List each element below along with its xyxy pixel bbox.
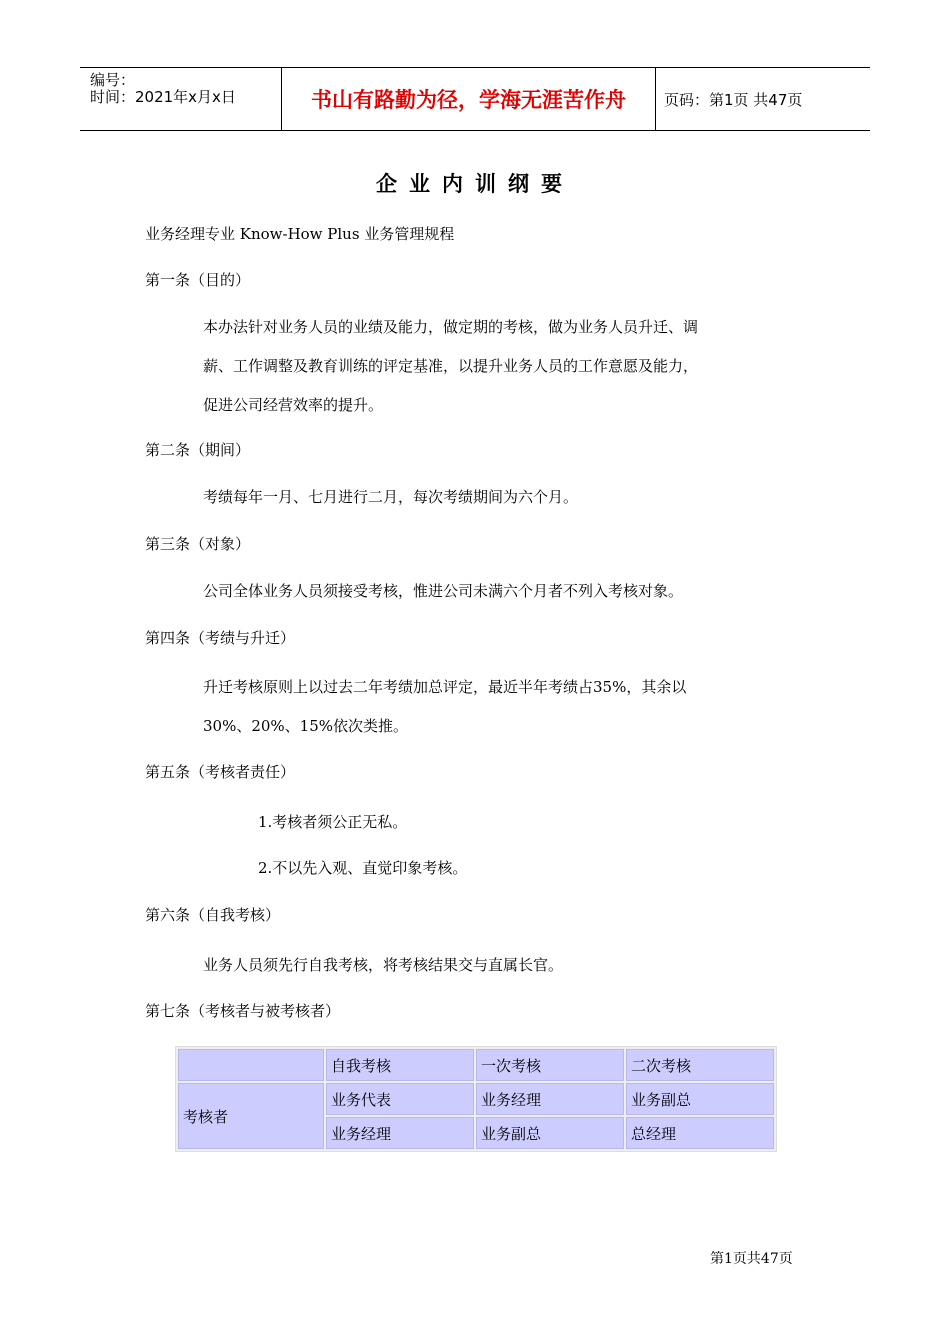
document-title: 企业内训纲要: [376, 172, 574, 196]
article-5-line-2: 2.不以先入观、直觉印象考核。: [258, 859, 468, 877]
table-cell: 总经理: [626, 1117, 774, 1149]
table-header-cell: 一次考核: [476, 1049, 624, 1081]
header-motto: 书山有路勤为径，学海无涯苦作舟: [281, 68, 656, 130]
article-5-heading: 第五条（考核者责任）: [145, 763, 296, 781]
article-6-heading: 第六条（自我考核）: [145, 906, 281, 924]
article-6-line-1: 业务人员须先行自我考核，将考核结果交与直属长官。: [203, 956, 564, 974]
table-row-label: 考核者: [178, 1083, 324, 1149]
table-header-row: [178, 1049, 774, 1081]
article-3-heading: 第三条（对象）: [145, 535, 251, 553]
table-header-cell: [178, 1049, 324, 1081]
article-1-line-3: 促进公司经营效率的提升。: [203, 396, 384, 414]
table-header-cell: 自我考核: [326, 1049, 474, 1081]
time-label: 时间：2021年x月x日: [90, 88, 236, 106]
article-7-heading: 第七条（考核者与被考核者）: [145, 1002, 341, 1020]
article-4-line-2: 30%、20%、15%依次类推。: [203, 717, 409, 735]
header-meta: [80, 68, 280, 130]
article-1-line-1: 本办法针对业务人员的业绩及能力，做定期的考核，做为业务人员升迁、调: [203, 318, 699, 336]
article-4-heading: 第四条（考绩与升迁）: [145, 629, 296, 647]
article-1-heading: 第一条（目的）: [145, 271, 251, 289]
header-page-info: 页码：第1页 共47页: [664, 90, 803, 109]
table-header-cell: 二次考核: [626, 1049, 774, 1081]
article-4-line-1: 升迁考核原则上以过去二年考绩加总评定，最近半年考绩占35%，其余以: [203, 678, 687, 696]
table-cell: 业务代表: [326, 1083, 474, 1115]
article-2-line-1: 考绩每年一月、七月进行二月，每次考绩期间为六个月。: [203, 488, 579, 506]
page-footer: 第1页共47页: [710, 1251, 793, 1267]
table-cell: 业务副总: [476, 1117, 624, 1149]
article-5-line-1: 1.考核者须公正无私。: [258, 813, 408, 831]
page-header: [80, 67, 870, 131]
assessor-table: [175, 1046, 777, 1152]
table-cell: 业务经理: [476, 1083, 624, 1115]
article-1-line-2: 薪、工作调整及教育训练的评定基准，以提升业务人员的工作意愿及能力，: [203, 357, 699, 375]
article-2-heading: 第二条（期间）: [145, 441, 251, 459]
table-cell: 业务副总: [626, 1083, 774, 1115]
table-row: [178, 1083, 774, 1115]
table-cell: 业务经理: [326, 1117, 474, 1149]
article-3-line-1: 公司全体业务人员须接受考核，惟进公司未满六个月者不列入考核对象。: [203, 582, 684, 600]
document-subtitle: 业务经理专业 Know-How Plus 业务管理规程: [145, 225, 455, 243]
code-label: 编号：: [90, 71, 136, 89]
